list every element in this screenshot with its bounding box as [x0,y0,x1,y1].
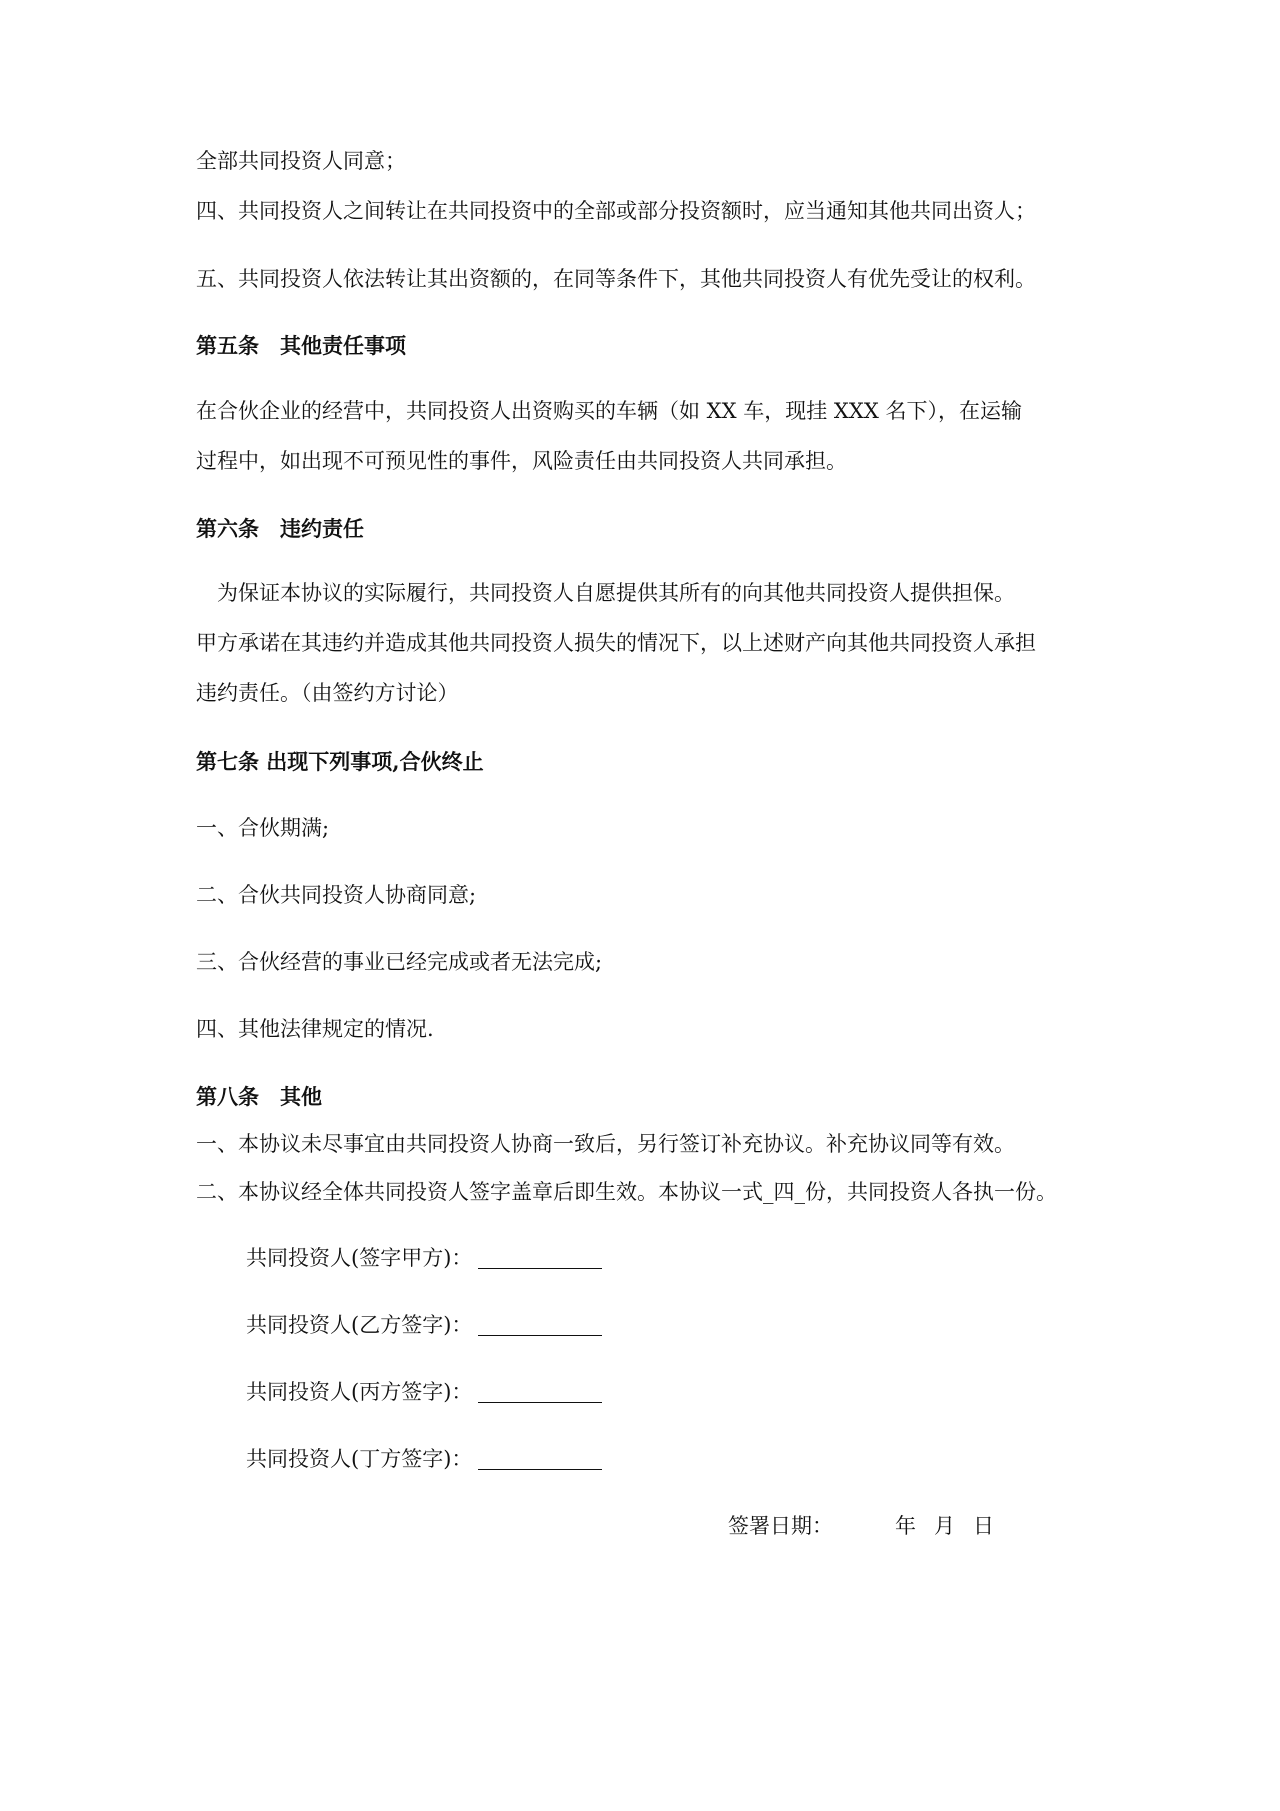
section6-paragraph-line-1: 为保证本协议的实际履行，共同投资人自愿提供其所有的向其他共同投资人提供担保。 [196,581,1015,605]
date-year: 年 [895,1514,916,1538]
section7-item: 四、其他法律规定的情况. [196,1017,434,1041]
date-month: 月 [934,1514,955,1538]
section6-paragraph-line-2: 甲方承诺在其违约并造成其他共同投资人损失的情况下，以上述财产向其他共同投资人承担 [196,631,1036,655]
signature-label: 共同投资人(签字甲方)： [246,1246,473,1270]
signature-line-party-a [246,1245,602,1272]
signature-label: 共同投资人(丁方签字)： [246,1447,473,1471]
section5-paragraph-line-2: 过程中，如出现不可预见性的事件，风险责任由共同投资人共同承担。 [196,449,847,473]
signature-label: 共同投资人(乙方签字)： [246,1313,473,1337]
section5-paragraph-line-1: 在合伙企业的经营中，共同投资人出资购买的车辆（如 XX 车，现挂 XXX 名下），在运输 [196,399,1022,423]
section8-item-2: 二、本协议经全体共同投资人签字盖章后即生效。本协议一式_四_份，共同投资人各执一份。 [196,1180,1057,1204]
section7-item: 二、合伙共同投资人协商同意; [196,883,477,907]
section8-heading: 第八条 其他 [196,1084,322,1109]
section6-paragraph-line-3: 违约责任。（由签约方讨论） [196,681,459,705]
date-day: 日 [973,1514,994,1538]
signature-blank[interactable] [478,1449,602,1470]
section4-continuation-line: 全部共同投资人同意； [196,149,406,173]
section8-item-1: 一、本协议未尽事宜由共同投资人协商一致后，另行签订补充协议。补充协议同等有效。 [196,1132,1015,1156]
date-label: 签署日期： [728,1514,833,1538]
signature-label: 共同投资人(丙方签字)： [246,1380,473,1404]
section4-item-five: 五、共同投资人依法转让其出资额的，在同等条件下，其他共同投资人有优先受让的权利。 [196,267,1036,291]
signature-blank[interactable] [478,1382,602,1403]
signature-line-party-b [246,1312,602,1339]
signature-blank[interactable] [478,1315,602,1336]
section7-heading: 第七条 出现下列事项,合伙终止 [196,749,484,774]
section7-item: 三、合伙经营的事业已经完成或者无法完成; [196,950,603,974]
signature-line-party-d [246,1446,602,1473]
section7-item: 一、合伙期满; [196,816,330,840]
section6-heading: 第六条 违约责任 [196,516,364,541]
section5-heading: 第五条 其他责任事项 [196,333,406,358]
signature-blank[interactable] [478,1248,602,1269]
signature-line-party-c [246,1379,602,1406]
signing-date [728,1513,994,1540]
section4-item-four: 四、共同投资人之间转让在共同投资中的全部或部分投资额时，应当通知其他共同出资人； [196,199,1036,223]
